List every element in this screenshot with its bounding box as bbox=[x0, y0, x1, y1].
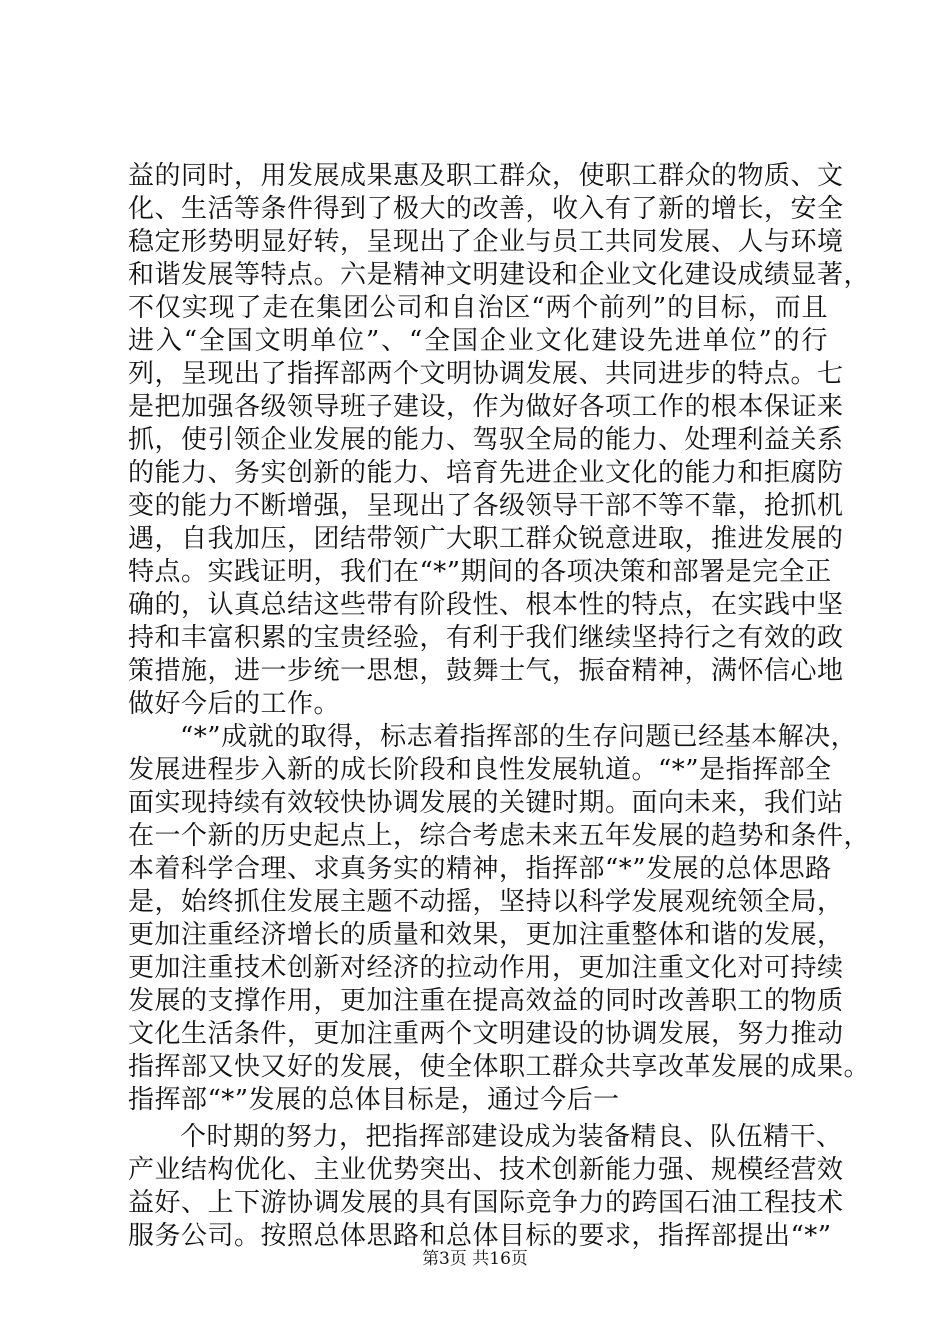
text-line: 确的，认真总结这些带有阶段性、根本性的特点，在实践中坚 bbox=[128, 590, 844, 620]
text-line: 更加注重技术创新对经济的拉动作用，更加注重文化对可持续 bbox=[128, 953, 844, 983]
text-line: 本着科学合理、求真务实的精神，指挥部“*”发展的总体思路 bbox=[128, 854, 832, 884]
text-line: 遇，自我加压，团结带领广大职工群众锐意进取，推进发展的 bbox=[128, 524, 844, 554]
page-number-footer: 第3页 共16页 bbox=[422, 1249, 528, 1269]
text-line: 稳定形势明显好转，呈现出了企业与员工共同发展、人与环境 bbox=[128, 227, 844, 257]
text-line: 的能力、务实创新的能力、培育先进企业文化的能力和拒腐防 bbox=[128, 458, 844, 488]
text-line: 化、生活等条件得到了极大的改善，收入有了新的增长，安全 bbox=[128, 194, 844, 224]
text-line: 益的同时，用发展成果惠及职工群众，使职工群众的物质、文 bbox=[128, 161, 844, 191]
text-line: 益好、上下游协调发展的具有国际竞争力的跨国石油工程技术 bbox=[128, 1188, 844, 1218]
text-line: 持和丰富积累的宝贵经验，有利于我们继续坚持行之有效的政 bbox=[128, 623, 844, 653]
text-line: 是把加强各级领导班子建设，作为做好各项工作的根本保证来 bbox=[128, 392, 844, 422]
text-line: 特点。实践证明，我们在“*”期间的各项决策和部署是完全正 bbox=[128, 557, 832, 587]
text-line: 发展的支撑作用，更加注重在提高效益的同时改善职工的物质 bbox=[128, 986, 844, 1016]
text-line: 更加注重经济增长的质量和效果，更加注重整体和谐的发展， bbox=[128, 920, 844, 950]
paragraph-first-line: “*”成就的取得，标志着指挥部的生存问题已经基本解决， bbox=[180, 722, 858, 752]
text-line: 文化生活条件，更加注重两个文明建设的协调发展，努力推动 bbox=[128, 1019, 844, 1049]
text-line: 面实现持续有效较快协调发展的关键时期。面向未来，我们站 bbox=[128, 788, 844, 818]
text-line: 产业结构优化、主业优势突出、技术创新能力强、规模经营效 bbox=[128, 1155, 844, 1185]
text-line: 进入“全国文明单位”、“全国企业文化建设先进单位”的行 bbox=[128, 326, 828, 356]
paragraph-first-line: 个时期的努力，把指挥部建设成为装备精良、队伍精干、 bbox=[180, 1122, 843, 1152]
text-line: 抓，使引领企业发展的能力、驾驭全局的能力、处理利益关系 bbox=[128, 425, 844, 455]
text-line: 变的能力不断增强，呈现出了各级领导干部不等不靠，抢抓机 bbox=[128, 491, 844, 521]
text-line: 做好今后的工作。 bbox=[128, 689, 341, 719]
text-line: 不仅实现了走在集团公司和自治区“两个前列”的目标，而且 bbox=[128, 293, 828, 323]
text-line: 是，始终抓住发展主题不动摇，坚持以科学发展观统领全局， bbox=[128, 887, 844, 917]
text-line: 在一个新的历史起点上，综合考虑未来五年发展的趋势和条件， bbox=[128, 821, 871, 851]
text-line: 发展进程步入新的成长阶段和良性发展轨道。“*”是指挥部全 bbox=[128, 755, 832, 785]
text-line: 指挥部“*”发展的总体目标是，通过今后一 bbox=[128, 1085, 620, 1115]
text-line: 服务公司。按照总体思路和总体目标的要求，指挥部提出“*” bbox=[128, 1221, 832, 1251]
text-line: 列，呈现出了指挥部两个文明协调发展、共同进步的特点。七 bbox=[128, 359, 844, 389]
text-line: 策措施，进一步统一思想，鼓舞士气，振奋精神，满怀信心地 bbox=[128, 656, 844, 686]
text-line: 和谐发展等特点。六是精神文明建设和企业文化建设成绩显著， bbox=[128, 260, 871, 290]
text-line: 指挥部又快又好的发展，使全体职工群众共享改革发展的成果。 bbox=[128, 1052, 871, 1082]
